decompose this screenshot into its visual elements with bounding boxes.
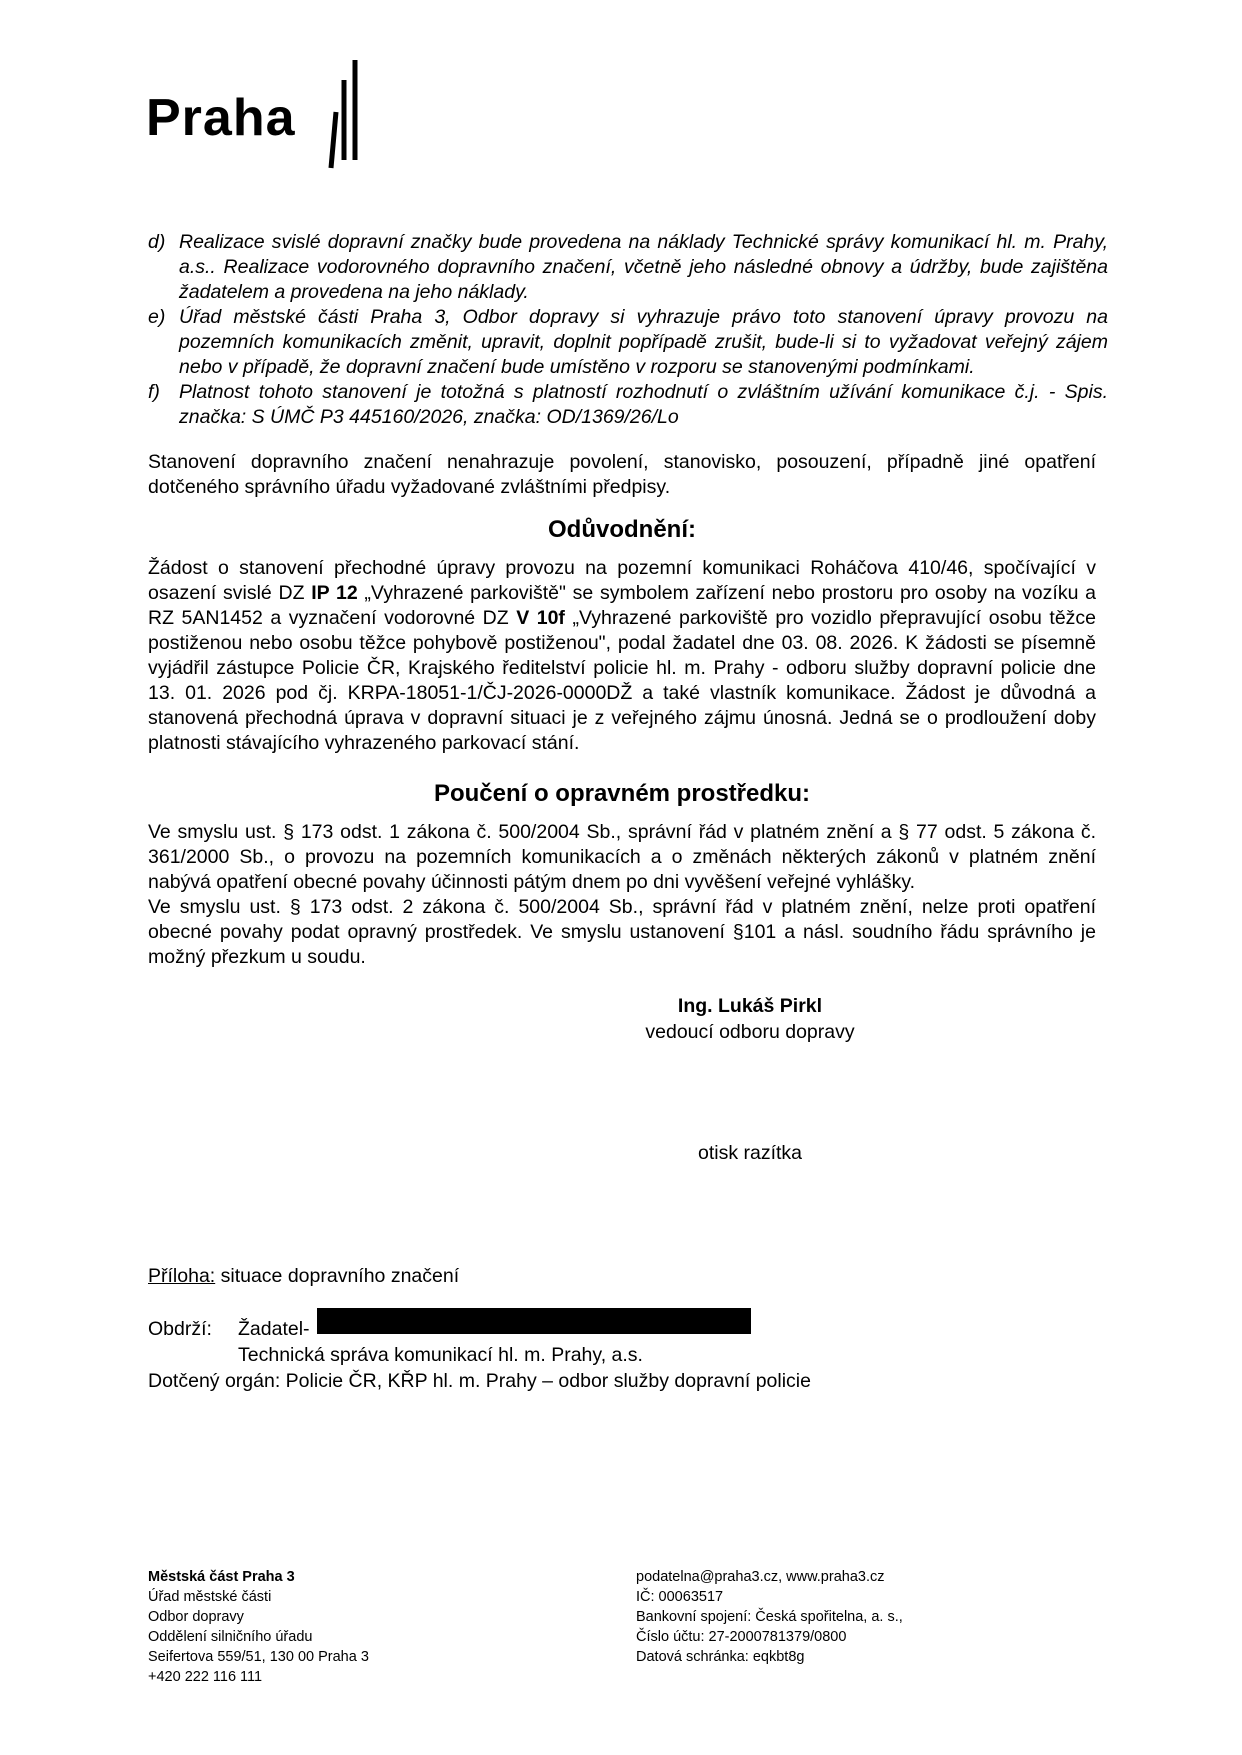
authority-line <box>148 1369 811 1394</box>
authority-label: Dotčený orgán: <box>148 1370 281 1392</box>
signatory-name: Ing. Lukáš Pirkl <box>677 995 823 1017</box>
logo-bars-icon <box>314 60 374 170</box>
attachment-value: situace dopravního značení <box>215 1265 460 1287</box>
footer-org: Městská část Praha 3 <box>148 1569 295 1585</box>
authority-value: Policie ČR, KŘP hl. m. Prahy – odbor služby dopravní policie <box>285 1370 811 1392</box>
footer-right <box>636 1567 903 1667</box>
condition-letter: e) <box>148 306 166 328</box>
footer-address: Seifertova 559/51, 130 00 Praha 3 <box>148 1649 369 1665</box>
conditions-list <box>148 230 1108 430</box>
statement-paragraph: Stanovení dopravního značení nenahrazuje povolení, stanovisko, posouzení, případně jiné opatření dotčeného správního úřadu vyžadované zvláštními předpisy. <box>148 451 1096 498</box>
condition-item <box>148 380 1108 430</box>
footer-left <box>148 1567 369 1687</box>
footer-bank: Bankovní spojení: Česká spořitelna, a. s., <box>636 1609 903 1625</box>
justification-text-3: „Vyhrazené parkoviště pro vozidlo přepravující osobu těžce postiženou nebo osobu těžce pohybově postiženou", podal žadatel dne 03. 08. 2026. K žádosti se písemně vyjádřil zástupce Policie ČR, Krajského ředitelství policie hl. m. Prahy - odboru služby dopravní policie dne 13. 01. 2026 pod čj. KRPA-18051-1/ČJ-2026-0000DŽ a také vlastník komunikace. Žádost je důvodná a stanovená přechodná úprava v dopravní situaci je z veřejného zájmu únosná. Jedná se o prodloužení doby platnosti stávajícího vyhrazeného parkovací stání. <box>148 607 1097 754</box>
footer-contact: podatelna@praha3.cz, www.praha3.cz <box>636 1569 885 1585</box>
condition-letter: f) <box>148 381 160 403</box>
condition-item <box>148 230 1108 305</box>
recipient-tsk: Technická správa komunikací hl. m. Prahy, a.s. <box>238 1344 643 1366</box>
footer-phone: +420 222 116 111 <box>148 1669 263 1685</box>
footer-databox: Datová schránka: eqkbt8g <box>636 1649 805 1665</box>
condition-text: Realizace svislé dopravní značky bude provedena na náklady Technické správy komunikací hl. m. Prahy, a.s.. Realizace vodorovného dopravního značení, včetně jeho následné obnovy a údržby, bude zajištěna žadatelem a provedena na jeho náklady. <box>179 231 1108 303</box>
justification-paragraph <box>148 556 1096 756</box>
footer-office: Úřad městské části <box>148 1589 272 1605</box>
remedy-paragraph-1: Ve smyslu ust. § 173 odst. 1 zákona č. 500/2004 Sb., správní řád v platném znění a § 77 odst. 5 zákona č. 361/2000 Sb., o provozu na pozemních komunikacích a o změnách některých zákonů v platném znění nabývá opatření obecné povahy účinnosti pátým dnem po dni vyvěšení veřejné vyhlášky. <box>148 821 1096 893</box>
remedy-paragraph-2: Ve smyslu ust. § 173 odst. 2 zákona č. 500/2004 Sb., správní řád v platném znění, nelze proti opatření obecné povahy podat opravný prostředek. Ve smyslu ustanovení §101 a násl. soudního řádu správního je možný přezkum u soudu. <box>148 896 1096 968</box>
justification-text-1: Žádost o stanovení přechodné úpravy provozu na pozemní komunikaci Roháčova 410/46, spočívající v osazení svislé DZ <box>148 557 1096 604</box>
redaction-bar <box>317 1308 751 1334</box>
stamp-placeholder: otisk razítka <box>697 1142 803 1164</box>
attachment-line <box>148 1264 459 1289</box>
recipient-applicant: Žadatel- <box>238 1318 310 1340</box>
condition-text: Úřad městské části Praha 3, Odbor dopravy si vyhrazuje právo toto stanovení úpravy provozu na pozemních komunikacích změnit, upravit, doplnit popřípadě zrušit, bude-li si to vyžadovat veřejný zájem nebo v případě, že dopravní značení bude umístěno v rozporu se stanovenými podmínkami. <box>179 306 1108 378</box>
condition-text: Platnost tohoto stanovení je totožná s platností rozhodnutí o zvláštním užívání komunikace č.j. - Spis. značka: S ÚMČ P3 445160/2026, značka: OD/1369/26/Lo <box>179 381 1108 428</box>
sign-code-v10f: V 10f <box>516 607 565 629</box>
signatory-title: vedoucí odboru dopravy <box>645 1021 855 1043</box>
recipients-label: Obdrží: <box>148 1318 212 1340</box>
sign-code-ip12: IP 12 <box>311 582 358 604</box>
condition-letter: d) <box>148 231 166 253</box>
attachment-label: Příloha: <box>148 1265 216 1287</box>
condition-item <box>148 305 1108 380</box>
justification-text-2: „Vyhrazené parkoviště" se symbolem zařízení nebo prostoru pro osoby na vozíku a RZ 5AN1452 a vyznačení vodorovné DZ <box>148 582 1096 629</box>
remedy-heading: Poučení o opravném prostředku: <box>433 780 811 807</box>
justification-heading: Odůvodnění: <box>548 516 696 543</box>
footer-division: Oddělení silničního úřadu <box>148 1629 313 1645</box>
footer-account: Číslo účtu: 27-2000781379/0800 <box>636 1629 847 1645</box>
logo-text: Praha <box>146 89 296 147</box>
footer-department: Odbor dopravy <box>148 1609 244 1625</box>
signature-block <box>600 993 900 1045</box>
footer-ico: IČ: 00063517 <box>636 1589 724 1605</box>
